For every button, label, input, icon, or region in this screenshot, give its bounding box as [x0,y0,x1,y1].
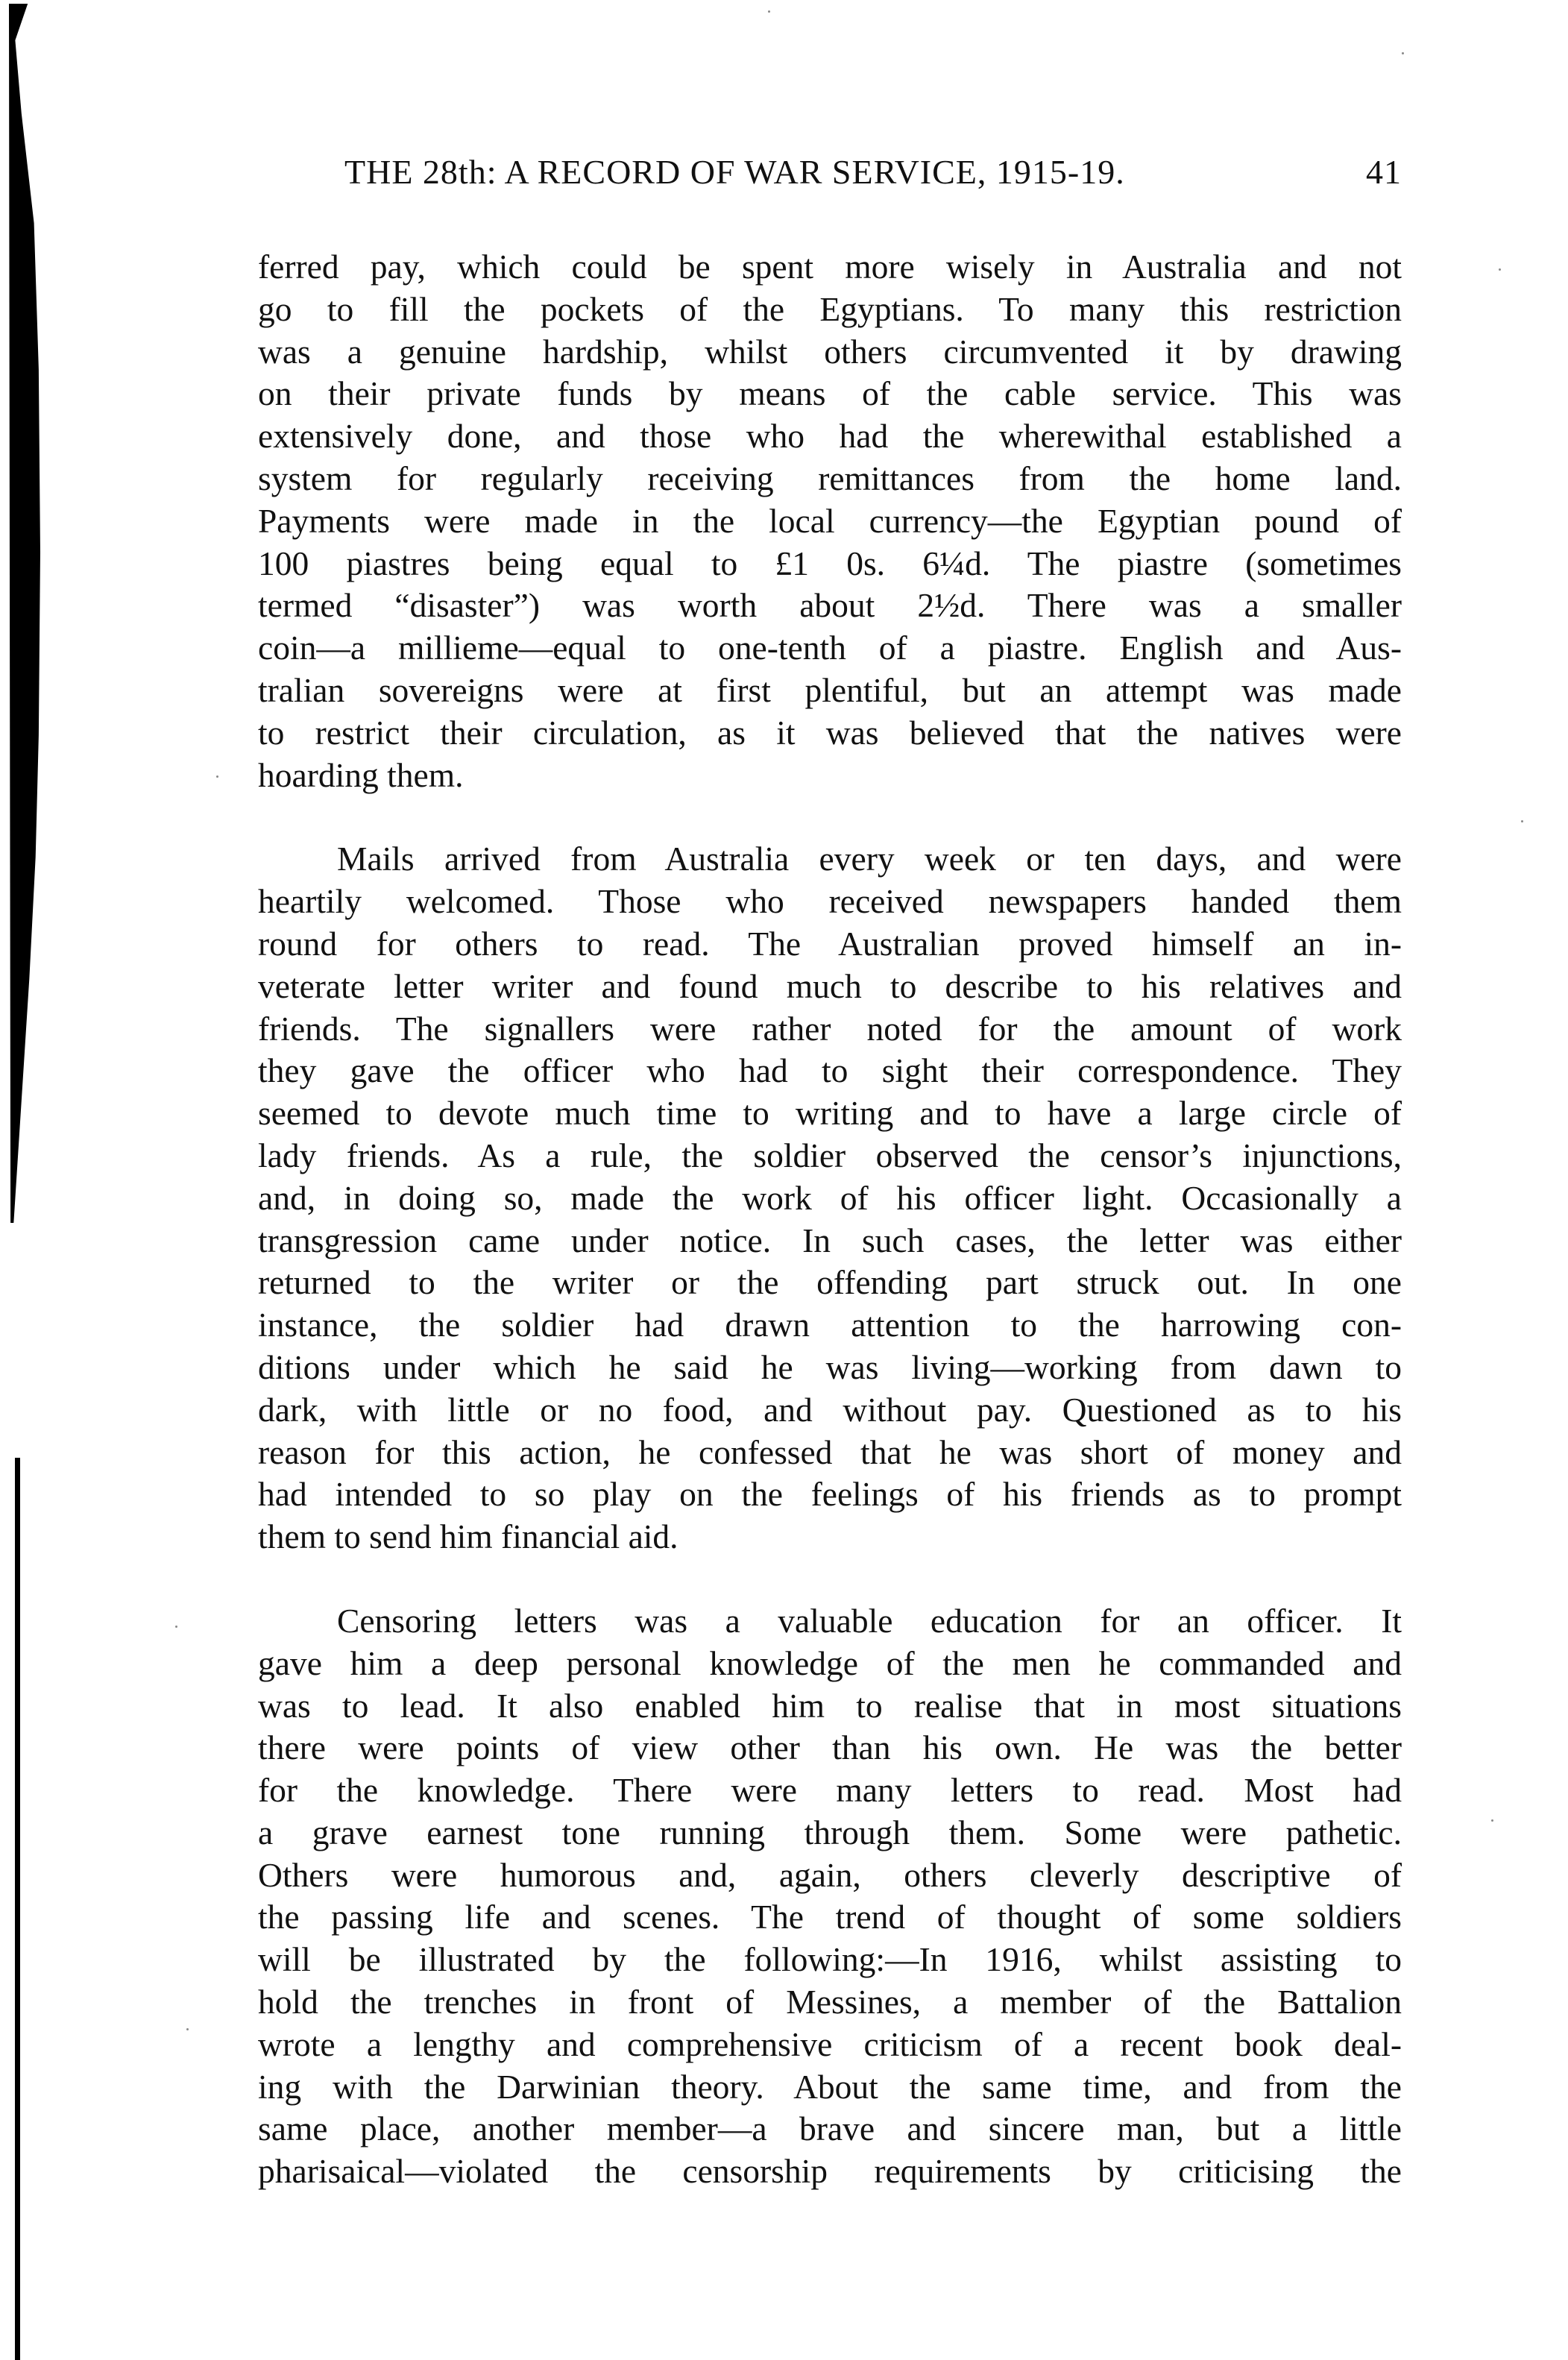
running-head-title: THE 28th: A RECORD OF WAR SERVICE, 1915-19. [344,153,1125,191]
text-line: they gave the officer who had to sight their correspondence. They [258,1051,1402,1090]
text-line: 100 piastres being equal to £1 0s. 6¼d. The piastre (sometimes [258,544,1402,582]
text-line: was to lead. It also enabled him to realise that in most situations [258,1686,1402,1725]
text-line: hold the trenches in front of Messines, a member of the Battalion [258,1983,1402,2021]
text-line: coin—a millieme—equal to one-tenth of a piastre. English and Aus- [258,629,1402,667]
text-line: pharisaical—violated the censorship requirements by criticising the [258,2152,1402,2191]
scan-speck [768,10,770,13]
text-line: go to fill the pockets of the Egyptians. To many this restriction [258,289,1402,328]
text-line: ditions under which he said he was living—working from dawn to [258,1347,1402,1386]
text-line: reason for this action, he confessed that he was short of money and [258,1432,1402,1471]
text-line: Censoring letters was a valuable education for an officer. It [337,1601,1402,1640]
text-line: to restrict their circulation, as it was believed that the natives were [258,713,1402,752]
text-line: a grave earnest tone running through them. Some were pathetic. [258,1813,1402,1851]
text-line: heartily welcomed. Those who received newspapers handed them [258,882,1402,921]
text-line: extensively done, and those who had the wherewithal established a [258,417,1402,456]
text-line: the passing life and scenes. The trend of thought of some soldiers [258,1898,1402,1936]
scan-speck [1491,1819,1493,1822]
text-line: seemed to devote much time to writing and to have a large circle of [258,1094,1402,1133]
body-text [258,246,1402,2193]
scan-speck [1402,52,1404,54]
text-line: ing with the Darwinian theory. About the same time, and from the [258,2067,1402,2106]
text-line: gave him a deep personal knowledge of the men he commanded and [258,1643,1402,1682]
text-line: same place, another member—a brave and sincere man, but a little [258,2109,1402,2148]
paragraph-mails [258,838,1402,1558]
text-line: and, in doing so, made the work of his officer light. Occasionally a [258,1178,1402,1217]
text-line: ferred pay, which could be spent more wisely in Australia and not [258,248,1402,286]
scan-speck [186,2028,189,2030]
binding-shadow [9,4,40,1223]
running-head [344,152,1402,197]
text-line: veterate letter writer and found much to describe to his relatives and [258,966,1402,1005]
text-line: Mails arrived from Australia every week or ten days, and were [337,840,1402,878]
text-line: returned to the writer or the offending part struck out. In one [258,1263,1402,1302]
text-line: for the knowledge. There were many letters to read. Most had [258,1771,1402,1810]
paragraph-censoring-letters [258,1600,1402,2193]
text-line: them to send him financial aid. [258,1517,678,1556]
page-number: 41 [1366,153,1402,191]
text-line: lady friends. As a rule, the soldier observed the censor’s injunctions, [258,1136,1402,1174]
text-line: transgression came under notice. In such cases, the letter was either [258,1221,1402,1259]
text-line: on their private funds by means of the cable service. This was [258,374,1402,413]
scan-speck [1499,268,1501,271]
text-line: there were points of view other than his own. He was the better [258,1728,1402,1767]
text-line: hoarding them. [258,755,464,794]
text-line: dark, with little or no food, and without pay. Questioned as to his [258,1390,1402,1429]
text-line: system for regularly receiving remittances from the home land. [258,459,1402,497]
text-line: Others were humorous and, again, others cleverly descriptive of [258,1855,1402,1894]
text-line: Payments were made in the local currency—the Egyptian pound of [258,501,1402,540]
paragraph-pay-and-currency [258,246,1402,796]
text-line: had intended to so play on the feelings of his friends as to prompt [258,1475,1402,1514]
text-line: wrote a lengthy and comprehensive criticism of a recent book deal- [258,2024,1402,2063]
text-line: termed “disaster”) was worth about 2½d. There was a smaller [258,586,1402,625]
binding-edge-line [15,1458,20,2360]
scan-speck [216,775,218,778]
text-line: round for others to read. The Australian proved himself an in- [258,924,1402,963]
text-line: instance, the soldier had drawn attention to the harrowing con- [258,1306,1402,1344]
text-line: tralian sovereigns were at first plentiful, but an attempt was made [258,670,1402,709]
text-line: was a genuine hardship, whilst others circumvented it by drawing [258,332,1402,371]
text-line: will be illustrated by the following:—In 1916, whilst assisting to [258,1940,1402,1979]
text-line: friends. The signallers were rather noted for the amount of work [258,1009,1402,1048]
scan-speck [175,1626,177,1628]
scan-speck [1521,820,1523,822]
